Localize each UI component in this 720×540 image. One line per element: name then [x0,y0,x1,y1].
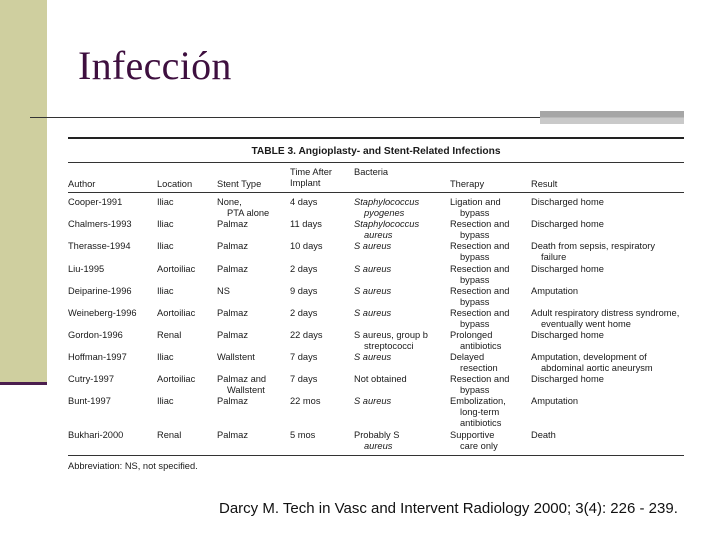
cell-therapy [450,396,506,429]
cell-author: Deiparine-1996 [68,286,132,296]
cell-time: 7 days [290,374,318,384]
cell-therapy-line1: Delayed [450,352,485,362]
cell-therapy-line2: resection [460,363,498,373]
cell-bacteria: Not obtained [354,374,407,384]
cell-result: Discharged home [531,197,604,207]
cell-therapy-line1: Supportive [450,430,495,440]
cell-stent: NS [217,286,230,296]
cell-stent-line1: Palmaz and [217,374,267,384]
cell-therapy-line1: Resection and [450,374,510,384]
cell-stent-line1: None, [217,197,242,207]
cell-stent: Palmaz [217,430,249,440]
cell-result-line1: Death from sepsis, respiratory [531,241,656,251]
side-accent-edge [0,382,47,385]
cell-result [531,308,679,330]
cell-stent: Palmaz [217,308,249,318]
header-bacteria: Bacteria [354,167,389,177]
title-rule [30,117,545,118]
cell-result [531,352,653,374]
header-author: Author [68,179,96,189]
cell-bacteria [354,197,419,219]
cell-author: Bukhari-2000 [68,430,124,440]
cell-therapy-line2: antibiotics [460,341,502,351]
cell-therapy [450,430,498,452]
cell-author: Chalmers-1993 [68,219,132,229]
cell-time: 2 days [290,308,318,318]
cell-result-line1: Amputation, development of [531,352,647,362]
cell-result: Discharged home [531,264,604,274]
cell-stent-line2: Wallstent [227,385,265,395]
cell-therapy-line1: Resection and [450,308,510,318]
cell-therapy [450,374,509,396]
cell-author: Therasse-1994 [68,241,131,251]
table-title-rule [68,162,684,163]
cell-therapy-line2: long-term [460,407,500,417]
cell-therapy-line2: bypass [460,208,490,218]
cell-therapy-line1: Resection and [450,241,510,251]
cell-author: Gordon-1996 [68,330,123,340]
citation-caption: Darcy M. Tech in Vasc and Intervent Radiology 2000; 3(4): 226 - 239. [219,500,678,517]
cell-therapy-line1: Resection and [450,219,510,229]
cell-bacteria: S aureus [354,396,392,406]
cell-result: Death [531,430,556,440]
cell-location: Iliac [157,352,174,362]
header-location: Location [157,179,193,189]
cell-bacteria: S aureus [354,264,392,274]
cell-bacteria: S aureus [354,286,392,296]
cell-bacteria: S aureus [354,241,392,251]
cell-bacteria [354,330,428,352]
cell-therapy [450,352,498,374]
cell-therapy [450,286,509,308]
header-time-line1: Time After [290,167,333,177]
cell-therapy [450,308,509,330]
cell-author: Cooper-1991 [68,197,123,207]
cell-therapy-line1: Ligation and [450,197,501,207]
cell-time: 22 mos [290,396,321,406]
cell-author: Bunt-1997 [68,396,111,406]
cell-location: Iliac [157,197,174,207]
cell-location: Iliac [157,241,174,251]
cell-time: 10 days [290,241,323,251]
cell-result-line2: failure [541,252,567,262]
cell-result-line2: eventually went home [541,319,631,329]
cell-stent: Palmaz [217,330,249,340]
cell-therapy-line2: bypass [460,252,490,262]
cell-therapy [450,241,509,263]
cell-bacteria-line2: aureus [364,230,393,240]
cell-result-line1: Adult respiratory distress syndrome, [531,308,680,318]
cell-bacteria-line1: Probably S [354,430,400,440]
cell-therapy-line1: Embolization, [450,396,506,406]
abbreviation-note: Abbreviation: NS, not specified. [68,461,198,471]
cell-author: Cutry-1997 [68,374,114,384]
header-time-line2: Implant [290,178,321,188]
cell-time: 4 days [290,197,318,207]
side-accent-bar [0,0,47,385]
slide-title: Infección [78,43,232,88]
cell-stent: Palmaz [217,264,249,274]
cell-time: 22 days [290,330,323,340]
cell-bacteria-line1: Staphylococcus [354,219,420,229]
cell-therapy [450,197,501,219]
cell-therapy-line2: bypass [460,275,490,285]
cell-stent: Wallstent [217,352,255,362]
table-top-rule [68,137,684,139]
cell-result: Amputation [531,286,579,296]
cell-stent: Palmaz [217,219,249,229]
cell-stent [217,374,266,396]
cell-time: 2 days [290,264,318,274]
header-result: Result [531,179,558,189]
cell-bacteria-line2: pyogenes [364,208,405,218]
cell-time: 5 mos [290,430,316,440]
cell-therapy-line2: care only [460,441,498,451]
cell-location: Aortoiliac [157,264,196,274]
cell-result: Discharged home [531,374,604,384]
table-bottom-rule [68,455,684,456]
cell-stent: Palmaz [217,241,249,251]
cell-location: Iliac [157,286,174,296]
cell-bacteria: S aureus [354,352,392,362]
cell-bacteria-line1: S aureus, group b [354,330,428,340]
table-header-rule [68,192,684,193]
cell-time: 9 days [290,286,318,296]
cell-author: Weineberg-1996 [68,308,137,318]
header-stent-type: Stent Type [217,179,262,189]
cell-therapy-line1: Resection and [450,286,510,296]
cell-stent [217,197,269,219]
header-time [290,167,332,189]
cell-location: Iliac [157,396,174,406]
cell-result-line2: abdominal aortic aneurysm [541,363,653,373]
cell-therapy [450,330,501,352]
cell-therapy-line3: antibiotics [460,418,502,428]
cell-location: Aortoiliac [157,308,196,318]
cell-result: Discharged home [531,219,604,229]
cell-therapy-line1: Resection and [450,264,510,274]
cell-bacteria-line1: Staphylococcus [354,197,420,207]
cell-stent-line2: PTA alone [227,208,270,218]
cell-therapy-line2: bypass [460,230,490,240]
cell-bacteria-line2: streptococci [364,341,414,351]
header-therapy: Therapy [450,179,485,189]
cell-result: Amputation [531,396,579,406]
cell-therapy-line1: Prolonged [450,330,493,340]
cell-author: Hoffman-1997 [68,352,127,362]
cell-author: Liu-1995 [68,264,105,274]
cell-bacteria: S aureus [354,308,392,318]
cell-bacteria [354,430,399,452]
cell-time: 7 days [290,352,318,362]
cell-therapy-line2: bypass [460,319,490,329]
cell-result: Discharged home [531,330,604,340]
cell-result [531,241,655,263]
table-title: TABLE 3. Angioplasty- and Stent-Related Infections [251,146,501,157]
cell-location: Renal [157,430,182,440]
cell-location: Aortoiliac [157,374,196,384]
cell-stent: Palmaz [217,396,249,406]
cell-therapy-line2: bypass [460,297,490,307]
cell-therapy [450,264,509,286]
cell-bacteria-line2: aureus [364,441,393,451]
cell-therapy [450,219,509,241]
cell-therapy-line2: bypass [460,385,490,395]
title-rule-block [540,111,684,124]
cell-location: Renal [157,330,182,340]
cell-time: 11 days [290,219,322,229]
cell-bacteria [354,219,419,241]
cell-location: Iliac [157,219,174,229]
